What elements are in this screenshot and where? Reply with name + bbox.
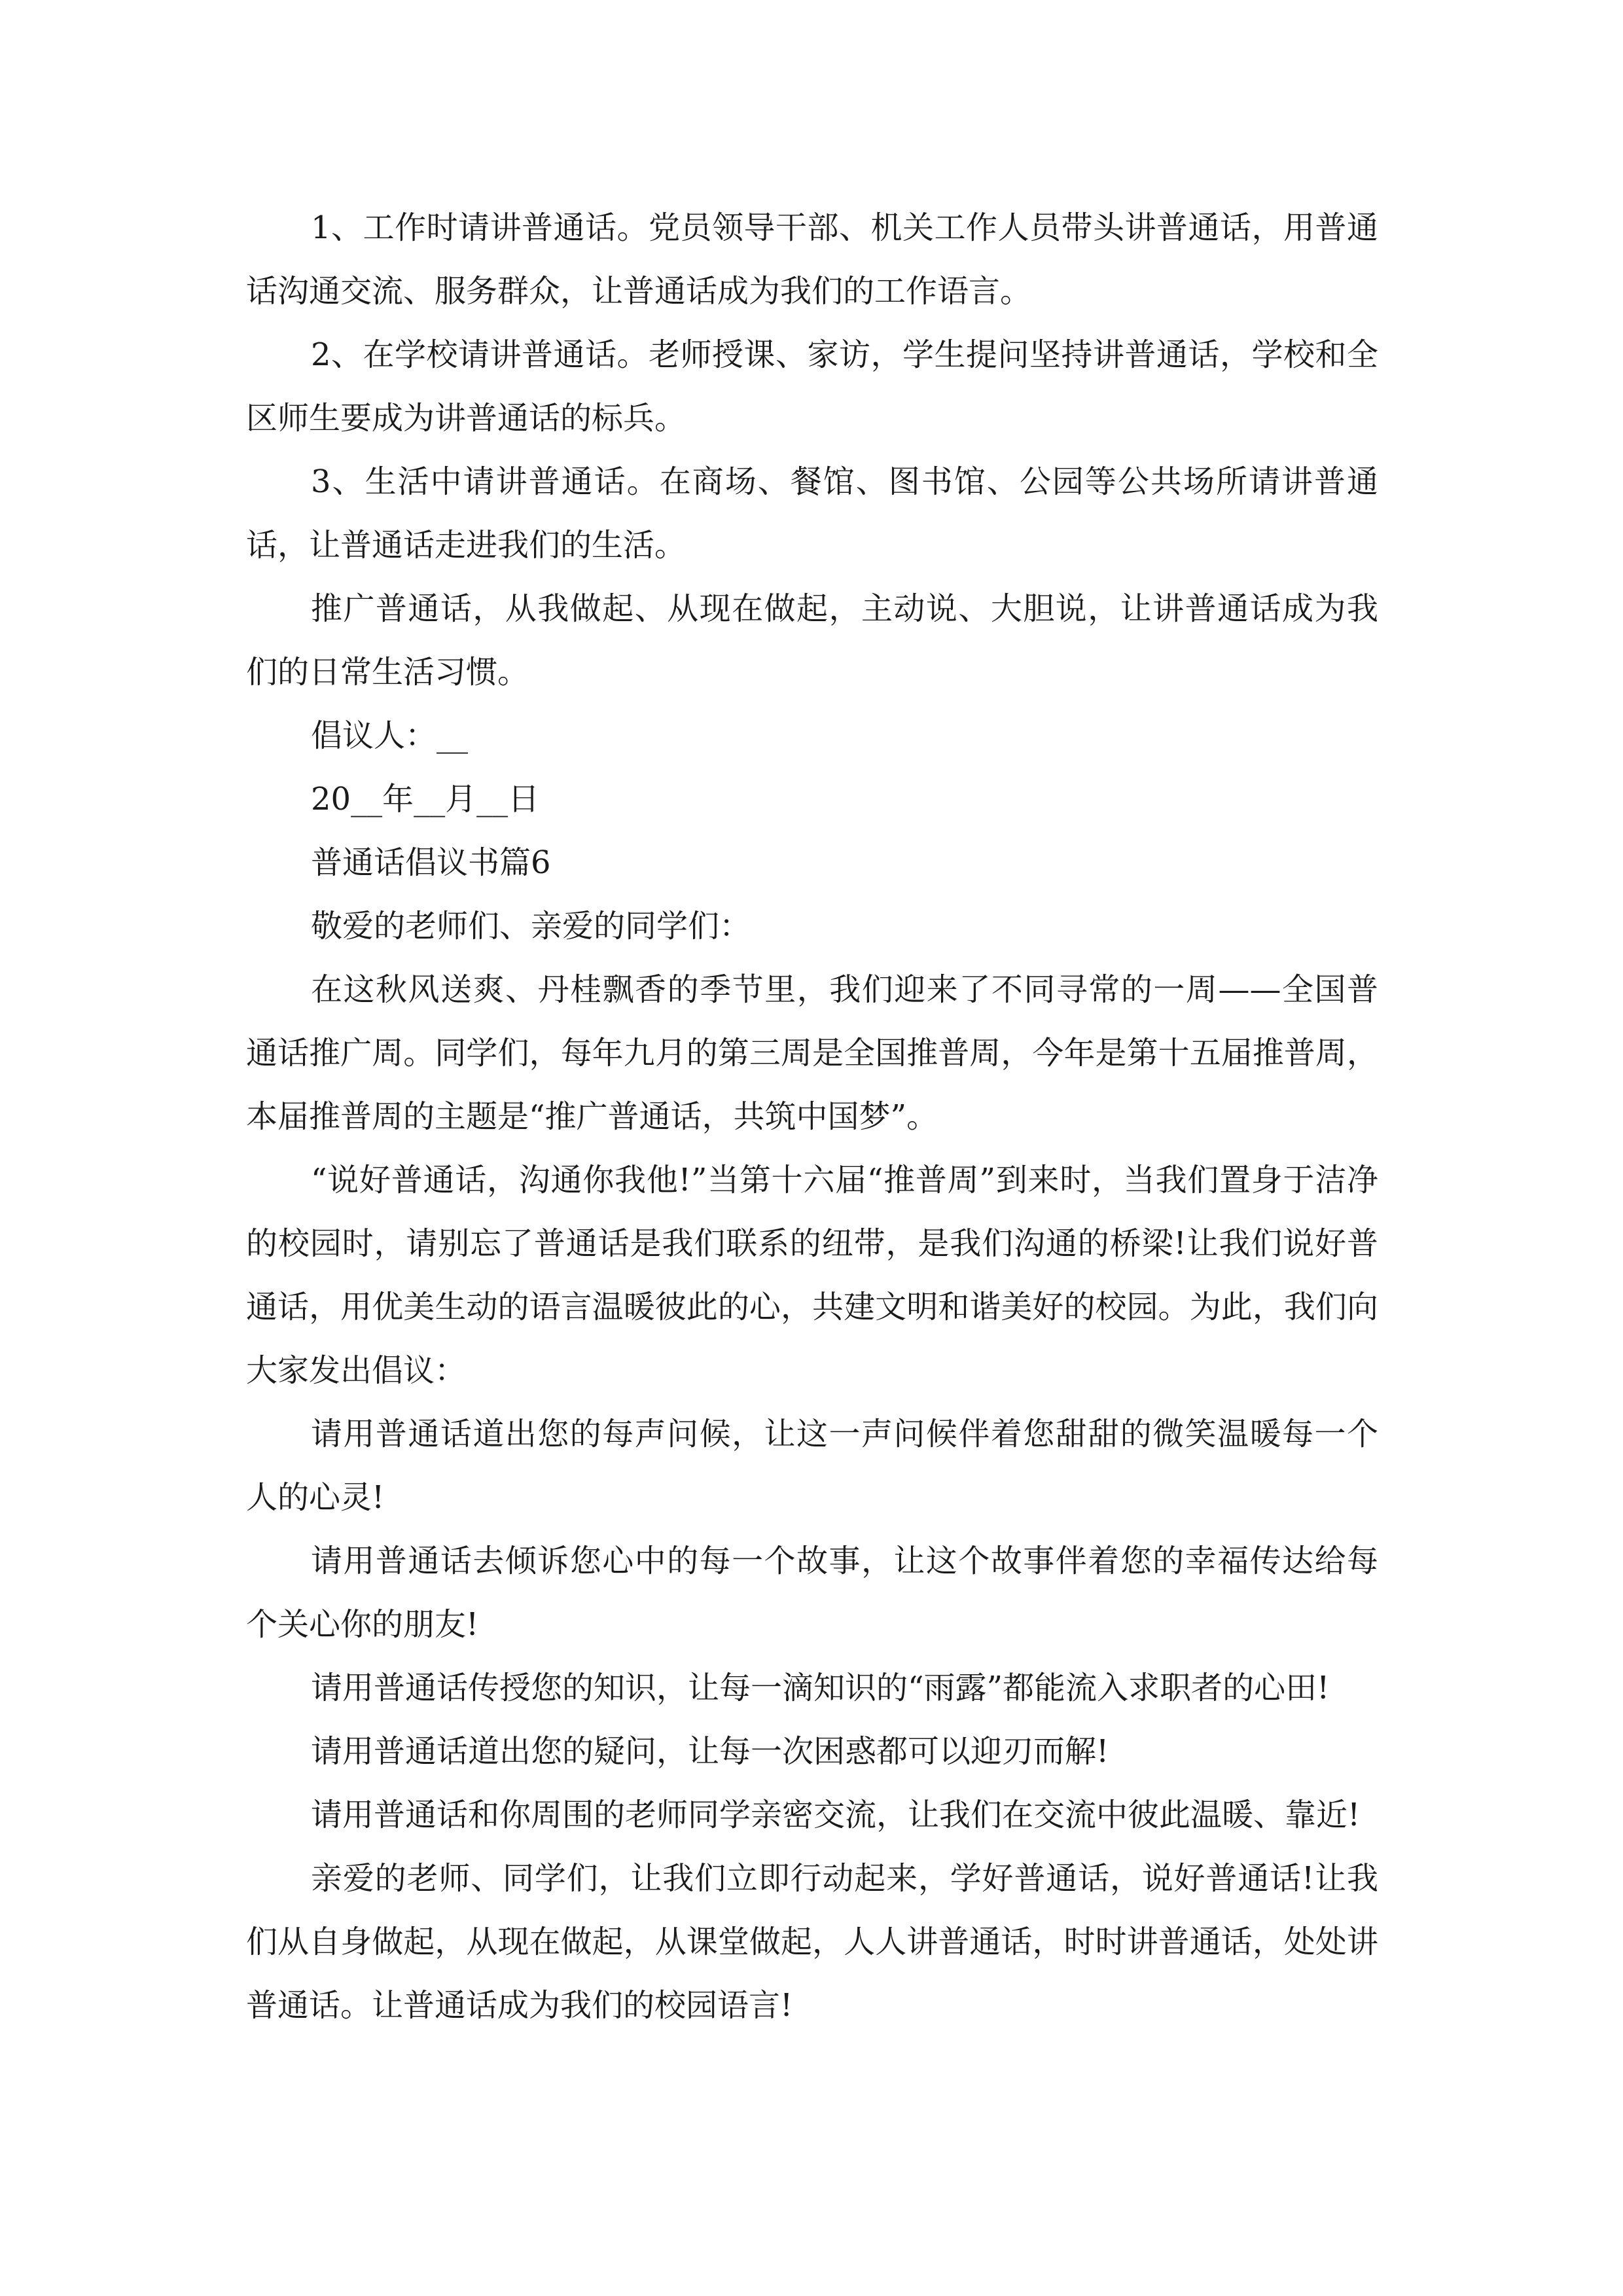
paragraph-knowledge: 请用普通话传授您的知识，让每一滴知识的“雨露”都能流入求职者的心田! xyxy=(311,1670,1330,1706)
paragraph-slogan: “说好普通话，沟通你我他!”当第十六届“推普周”到来时，当我们置身于洁净的校园时，请别忘了普通话是我们联系的纽带，是我们沟通的桥梁!让我们说好普通话，用优美生动的语言温暖彼此的心，共建文明和谐美好的校园。为此，我们向大家发出倡议： xyxy=(246,1162,1378,1389)
paragraph-item-1-work: 1、工作时请讲普通话。党员领导干部、机关工作人员带头讲普通话，用普通话沟通交流、服务群众，让普通话成为我们的工作语言。 xyxy=(246,209,1378,310)
signature-date: 20__年__月__日 xyxy=(311,781,540,817)
paragraph-question: 请用普通话道出您的疑问，让每一次困惑都可以迎刃而解! xyxy=(311,1733,1109,1770)
signature-proposer: 倡议人：__ xyxy=(311,717,469,754)
paragraph-item-2-school: 2、在学校请讲普通话。老师授课、家访，学生提问坚持讲普通话，学校和全区师生要成为讲普通话的标兵。 xyxy=(246,336,1378,437)
paragraph-item-3-life: 3、生活中请讲普通话。在商场、餐馆、图书馆、公园等公共场所请讲普通话，让普通话走进我们的生活。 xyxy=(246,463,1378,564)
paragraph-closing: 亲爱的老师、同学们，让我们立即行动起来，学好普通话，说好普通话!让我们从自身做起，从现在做起，从课堂做起，人人讲普通话，时时讲普通话，处处讲普通话。让普通话成为我们的校园语言! xyxy=(246,1860,1378,2024)
paragraph-intro: 在这秋风送爽、丹桂飘香的季节里，我们迎来了不同寻常的一周——全国普通话推广周。同学们，每年九月的第三周是全国推普周，今年是第十五届推普周，本届推普周的主题是“推广普通话，共筑中国梦”。 xyxy=(246,971,1378,1135)
paragraph-story: 请用普通话去倾诉您心中的每一个故事，让这个故事伴着您的幸福传达给每个关心你的朋友! xyxy=(246,1543,1378,1643)
salutation: 敬爱的老师们、亲爱的同学们： xyxy=(311,908,751,944)
paragraph-summary: 推广普通话，从我做起、从现在做起，主动说、大胆说，让讲普通话成为我们的日常生活习惯。 xyxy=(246,590,1378,691)
section-title: 普通话倡议书篇6 xyxy=(311,844,551,881)
paragraph-communicate: 请用普通话和你周围的老师同学亲密交流，让我们在交流中彼此温暖、靠近! xyxy=(311,1797,1361,1833)
paragraph-greeting: 请用普通话道出您的每声问候，让这一声问候伴着您甜甜的微笑温暖每一个人的心灵! xyxy=(246,1416,1378,1516)
document-body xyxy=(246,196,1378,2037)
